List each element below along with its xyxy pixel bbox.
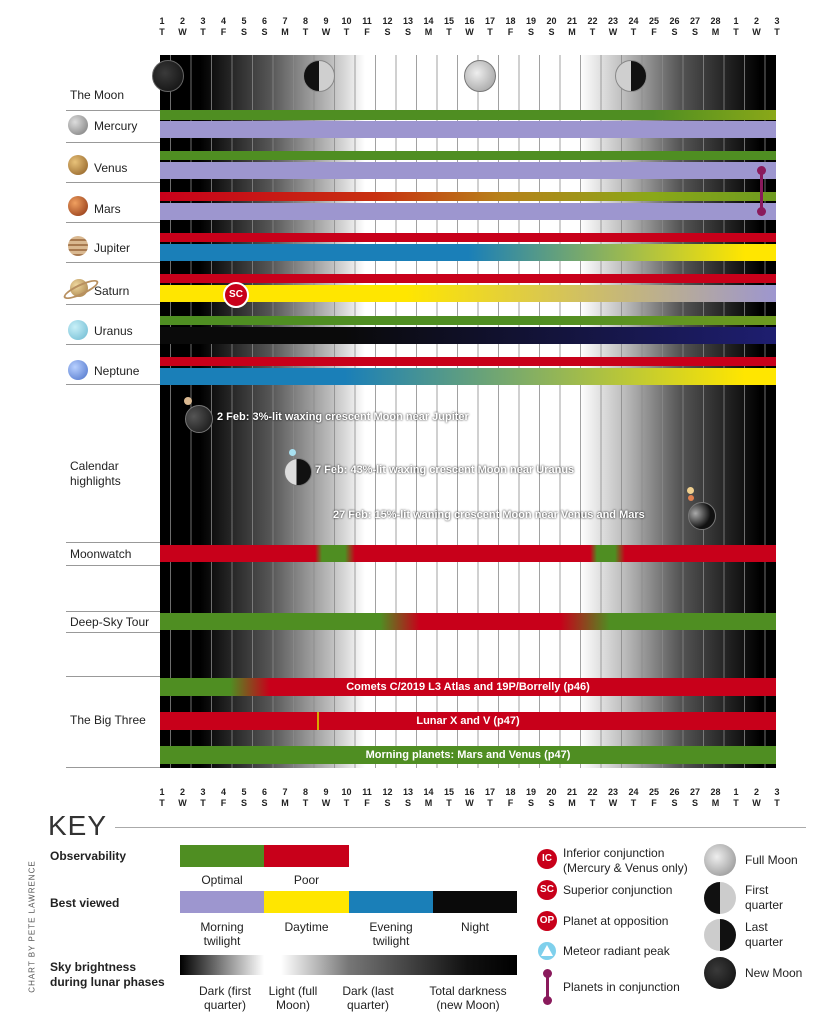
weekday-label: T [774, 27, 780, 37]
day-label: 25 [648, 16, 659, 26]
day-label: 1 [733, 787, 739, 797]
day-label: 1 [733, 16, 739, 26]
day-label: 8 [302, 787, 308, 797]
saturn-bestviewed-bar [160, 285, 776, 302]
day-label: 5 [241, 16, 247, 26]
key-optimal-swatch [180, 845, 264, 867]
uranus-observability-bar [160, 316, 776, 325]
weekday-label: W [178, 27, 187, 37]
day-label: 2 [753, 16, 759, 26]
key-morning-text: Morning twilight [200, 920, 244, 948]
key-conjunction-dot [543, 996, 552, 1005]
mercury-bestviewed-bar [160, 121, 776, 138]
mars-small-icon [688, 495, 694, 501]
key-sky-brightness-label: Sky brightness during lunar phases [50, 960, 165, 989]
weekday-label: W [321, 27, 331, 37]
uranus-icon [68, 320, 88, 340]
mercury-icon [68, 115, 88, 135]
row-separator [66, 611, 160, 612]
key-observability-label: Observability [50, 849, 127, 863]
row-separator [66, 384, 160, 385]
day-label: 15 [443, 787, 454, 797]
day-label: 3 [200, 16, 206, 26]
day-label: 19 [525, 16, 536, 26]
weekday-label: T [302, 798, 309, 808]
day-label: 7 [282, 787, 288, 797]
weekday-label: S [527, 27, 534, 37]
row-label-moonwatch: Moonwatch [70, 547, 132, 561]
day-label: 17 [484, 787, 495, 797]
day-label: 24 [628, 787, 639, 797]
weekday-label: S [691, 798, 698, 808]
key-morning-swatch [180, 891, 264, 913]
highlight-text: 7 Feb: 43%-lit waxing crescent Moon near Uranus [315, 464, 575, 476]
row-label-uranus: Uranus [94, 324, 133, 338]
key-conjunction-text: Planets in conjunction [563, 980, 680, 994]
weekday-label: F [651, 798, 657, 808]
uranus-small-icon [289, 449, 296, 456]
moonwatch-bar [160, 545, 776, 562]
key-last-quarter-text: Last quarter [745, 920, 784, 949]
day-label: 18 [505, 16, 516, 26]
day-label: 21 [566, 787, 577, 797]
meteor-radiant-icon [537, 941, 557, 961]
day-label: 15 [443, 16, 454, 26]
weekday-label: W [465, 27, 474, 37]
weekday-label: S [404, 27, 411, 37]
weekday-label: W [752, 798, 761, 808]
weekday-label: F [651, 27, 657, 37]
weekday-label: M [711, 27, 720, 37]
weekday-label: S [384, 27, 391, 37]
weekday-label: T [200, 27, 206, 37]
venus-bestviewed-bar [160, 162, 776, 179]
weekday-label: T [200, 798, 206, 808]
key-last-quarter-icon [704, 919, 736, 951]
neptune-icon [68, 360, 88, 380]
weekday-label: T [733, 798, 739, 808]
row-label-jupiter: Jupiter [94, 241, 131, 255]
weekday-label: M [281, 798, 289, 808]
row-separator [66, 632, 160, 633]
weekday-label: T [589, 27, 596, 37]
weekday-label: F [220, 27, 227, 37]
weekday-label: T [487, 27, 493, 37]
weekday-label: T [159, 798, 165, 808]
day-label: 3 [774, 16, 780, 26]
day-label: 26 [669, 16, 680, 26]
row-label-moon: The Moon [70, 88, 125, 102]
weekday-label: F [507, 27, 514, 37]
row-label-mars: Mars [94, 202, 121, 216]
day-label: 24 [628, 16, 639, 26]
day-label: 6 [261, 787, 267, 797]
key-full-moon-text: Full Moon [745, 853, 798, 867]
day-label: 12 [382, 16, 393, 26]
key-night-swatch [433, 891, 517, 913]
weekday-label: S [671, 798, 678, 808]
weekday-label: W [608, 798, 618, 808]
weekday-label: S [384, 798, 391, 808]
mars-bestviewed-bar [160, 203, 776, 220]
weekday-label: T [343, 27, 350, 37]
key-evening-text: Evening twilight [369, 920, 413, 948]
row-separator [66, 676, 160, 677]
day-label: 20 [546, 16, 557, 26]
key-sc-text: Superior conjunction [563, 883, 673, 897]
weekday-label: S [261, 798, 268, 808]
day-label: 2 [179, 787, 185, 797]
row-label-neptune: Neptune [94, 364, 140, 378]
key-conjunction-dot [543, 969, 552, 978]
key-ic-text: Inferior conjunction (Mercury & Venus only) [563, 846, 688, 875]
jupiter-small-icon [184, 397, 192, 405]
weekday-label: S [404, 798, 411, 808]
day-label: 22 [587, 16, 598, 26]
weekday-label: T [159, 27, 165, 37]
day-label: 3 [774, 787, 780, 797]
key-poor-swatch [264, 845, 349, 867]
weekday-label: W [752, 27, 761, 37]
day-label: 27 [689, 787, 700, 797]
row-separator [66, 222, 160, 223]
key-dark-last-text: Dark (last quarter) [342, 984, 394, 1012]
key-full-moon-icon [704, 844, 736, 876]
deepsky-bar [160, 613, 776, 630]
day-label: 22 [587, 787, 598, 797]
row-label-mercury: Mercury [94, 119, 138, 133]
key-meteor-text: Meteor radiant peak [563, 944, 670, 958]
day-label: 2 [753, 787, 759, 797]
day-label: 8 [302, 16, 308, 26]
day-label: 3 [200, 787, 206, 797]
highlight-moon-icon [688, 502, 716, 530]
day-label: 25 [648, 787, 659, 797]
day-label: 11 [362, 787, 372, 797]
neptune-observability-bar [160, 357, 776, 366]
key-total-dark-text: Total darkness (new Moon) [429, 984, 507, 1012]
weekday-label: S [527, 798, 534, 808]
row-separator [66, 542, 160, 543]
row-separator [66, 565, 160, 566]
key-bestviewed-label: Best viewed [50, 896, 120, 910]
key-first-quarter-text: First quarter [745, 883, 784, 912]
jupiter-bestviewed-bar [160, 244, 776, 261]
key-daytime-swatch [264, 891, 349, 913]
weekday-label: T [446, 798, 452, 808]
weekday-label: T [446, 27, 452, 37]
planets-in-conjunction-marker [760, 170, 763, 212]
day-label: 16 [464, 787, 475, 797]
venus-icon [68, 155, 88, 175]
weekday-label: S [691, 27, 698, 37]
weekday-label: W [608, 27, 618, 37]
key-new-moon-text: New Moon [745, 966, 803, 980]
day-label: 1 [159, 787, 165, 797]
weekday-label: F [220, 798, 227, 808]
full-moon-icon [464, 60, 496, 92]
row-separator [66, 142, 160, 143]
weekday-label: F [364, 798, 370, 808]
weekday-label: S [671, 27, 678, 37]
weekday-label: T [302, 27, 309, 37]
key-divider [115, 827, 806, 828]
day-label: 10 [341, 16, 352, 26]
day-label: 12 [382, 787, 393, 797]
day-label: 9 [323, 787, 329, 797]
day-label: 7 [282, 16, 288, 26]
row-separator [66, 344, 160, 345]
weekday-label: T [630, 798, 637, 808]
day-label: 4 [220, 787, 226, 797]
saturn-observability-bar [160, 274, 776, 283]
weekday-label: M [424, 27, 433, 37]
key-sky-brightness-swatch [180, 955, 517, 975]
row-label-deepsky: Deep-Sky Tour [70, 615, 150, 629]
day-label: 13 [402, 16, 413, 26]
lunar-bar-label: Lunar X and V (p47) [416, 715, 520, 727]
planets-bar-label: Morning planets: Mars and Venus (p47) [365, 749, 571, 761]
weekday-label: T [630, 27, 637, 37]
day-label: 6 [261, 16, 267, 26]
superior-conjunction-badge: SC [223, 282, 249, 308]
weekday-label: W [465, 798, 474, 808]
mars-observability-bar [160, 192, 776, 201]
venus-observability-bar [160, 151, 776, 160]
key-light-full-text: Light (full Moon) [268, 984, 318, 1012]
conjunction-dot-bottom [757, 207, 766, 216]
weekday-label: M [568, 27, 576, 37]
day-label: 23 [607, 16, 618, 26]
key-poor-text: Poor [293, 873, 320, 887]
neptune-bestviewed-bar [160, 368, 776, 385]
day-label: 18 [505, 787, 516, 797]
row-label-venus: Venus [94, 161, 128, 175]
new-moon-icon [152, 60, 184, 92]
weekday-label: T [733, 27, 739, 37]
weekday-label: S [548, 798, 555, 808]
superior-conjunction-key-badge: SC [537, 880, 557, 900]
last-quarter-moon-icon [615, 60, 647, 92]
mercury-observability-bar [160, 110, 776, 120]
day-label: 28 [710, 16, 721, 26]
key-op-text: Planet at opposition [563, 914, 669, 928]
day-label: 1 [159, 16, 165, 26]
day-label: 28 [710, 787, 721, 797]
key-new-moon-icon [704, 957, 736, 989]
uranus-bestviewed-bar [160, 327, 776, 344]
key-daytime-text: Daytime [284, 920, 329, 934]
key-optimal-text: Optimal [201, 873, 243, 887]
day-label: 5 [241, 787, 247, 797]
weekday-label: T [487, 798, 493, 808]
weekday-label: F [364, 27, 370, 37]
weekday-label: W [321, 798, 331, 808]
weekday-label: F [507, 798, 514, 808]
day-label: 27 [689, 16, 700, 26]
comets-bar-label: Comets C/2019 L3 Atlas and 19P/Borrelly (p46) [346, 681, 590, 693]
first-quarter-moon-icon [303, 60, 335, 92]
credit: CHART BY PETE LAWRENCE [27, 860, 37, 993]
highlight-moon-icon [284, 458, 312, 486]
weekday-label: S [240, 798, 247, 808]
highlight-text: 27 Feb: 15%-lit waning crescent Moon near Venus and Mars [333, 509, 645, 521]
day-label: 23 [607, 787, 618, 797]
day-label: 14 [423, 16, 434, 26]
row-separator [66, 304, 160, 305]
highlight-moon-icon [185, 405, 213, 433]
row-separator [66, 767, 160, 768]
venus-small-icon [687, 487, 694, 494]
day-label: 26 [669, 787, 680, 797]
day-label: 17 [484, 16, 495, 26]
weekday-label: T [774, 798, 780, 808]
day-label: 10 [341, 787, 352, 797]
weekday-label: M [711, 798, 720, 808]
key-evening-swatch [349, 891, 433, 913]
weekday-label: M [281, 27, 289, 37]
weekday-label: S [261, 27, 268, 37]
day-label: 4 [220, 16, 226, 26]
weekday-label: M [568, 798, 576, 808]
day-label: 9 [323, 16, 329, 26]
weekday-label: S [548, 27, 555, 37]
day-label: 21 [566, 16, 577, 26]
jupiter-icon [68, 236, 88, 256]
key-title: KEY [48, 810, 108, 841]
key-first-quarter-icon [704, 882, 736, 914]
conjunction-dot-top [757, 166, 766, 175]
weekday-label: W [178, 798, 187, 808]
day-label: 20 [546, 787, 557, 797]
day-label: 14 [423, 787, 434, 797]
weekday-label: S [240, 27, 247, 37]
row-label-bigthree: The Big Three [70, 713, 146, 727]
day-label: 13 [402, 787, 413, 797]
jupiter-observability-bar [160, 233, 776, 242]
weekday-label: T [343, 798, 350, 808]
row-label-saturn: Saturn [94, 284, 130, 298]
day-label: 11 [362, 16, 372, 26]
day-label: 2 [179, 16, 185, 26]
key-dark-first-text: Dark (first quarter) [199, 984, 251, 1012]
key-night-text: Night [460, 920, 489, 934]
row-separator [66, 110, 160, 111]
weekday-label: T [589, 798, 596, 808]
weekday-label: M [424, 798, 433, 808]
day-label: 19 [525, 787, 536, 797]
inferior-conjunction-badge: IC [537, 849, 557, 869]
day-label: 16 [464, 16, 475, 26]
row-separator [66, 182, 160, 183]
mars-icon [68, 196, 88, 216]
highlight-text: 2 Feb: 3%-lit waxing crescent Moon near Jupiter [217, 411, 469, 423]
row-label-calendar: Calendar highlights [70, 459, 121, 488]
row-separator [66, 262, 160, 263]
opposition-badge: OP [537, 911, 557, 931]
